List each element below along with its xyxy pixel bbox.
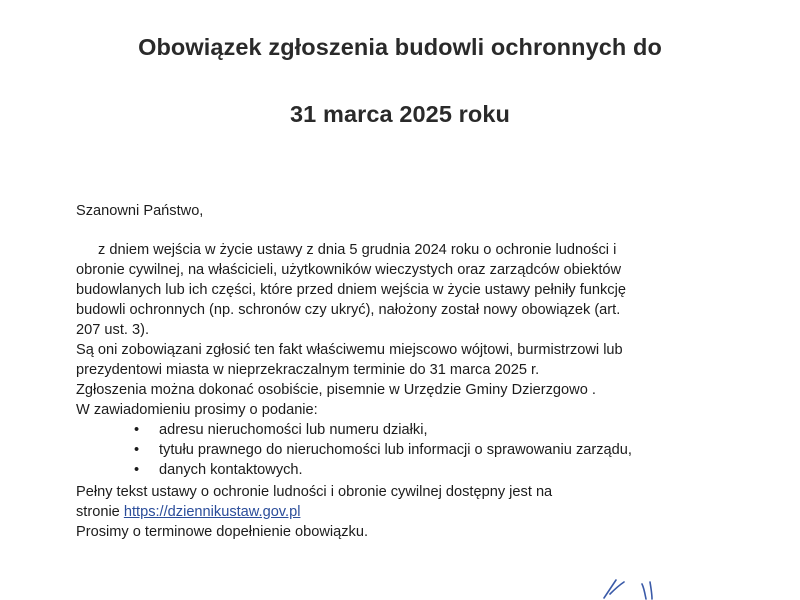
document-title-line-2: 31 marca 2025 roku [290,101,510,127]
list-item [76,440,632,460]
body-paragraph [76,240,626,420]
body-line: Są oni zobowiązani zgłosić ten fakt właściwemu miejscowo wójtowi, burmistrzowi lub [76,342,623,358]
body-line: budowli ochronnych (np. schronów czy ukryć), nałożony został nowy obowiązek (art. [76,302,621,318]
list-item-text: danych kontaktowych. [159,462,303,478]
document-title-line-1: Obowiązek zgłoszenia budowli ochronnych do [138,34,662,60]
closing-request: Prosimy o terminowe dopełnienie obowiązku. [76,524,369,540]
body-line: W zawiadomieniu prosimy o podanie: [76,402,318,418]
list-item-text: tytułu prawnego do nieruchomości lub informacji o sprawowaniu zarządu, [159,442,632,458]
body-line: obronie cywilnej, na właścicieli, użytkowników wieczystych oraz zarządców obiektów [76,262,622,278]
law-link-prefix: stronie [76,504,124,520]
bullet-icon: • [134,422,140,438]
body-line: prezydentowi miasta w nieprzekraczalnym terminie do 31 marca 2025 r. [76,362,540,378]
body-line: Zgłoszenia można dokonać osobiście, pisemnie w Urzędzie Gminy Dzierzgowo . [76,382,596,398]
law-link-line [76,502,552,522]
greeting: Szanowni Państwo, [76,203,204,219]
signature-icon [590,572,680,600]
body-line: z dniem wejścia w życie ustawy z dnia 5 grudnia 2024 roku o ochronie ludności i [98,242,617,258]
list-item-text: adresu nieruchomości lub numeru działki, [159,422,428,438]
body-line: budowlanych lub ich części, które przed dniem wejścia w życie ustawy pełniły funkcję [76,282,626,298]
bullet-icon: • [134,442,140,458]
bullet-icon: • [134,462,140,478]
dziennik-ustaw-link[interactable]: https://dziennikustaw.gov.pl [123,504,301,520]
list-item [76,460,632,480]
law-text-note: Pełny tekst ustawy o ochronie ludności i obronie cywilnej dostępny jest na [76,484,553,500]
list-item [76,420,632,440]
required-info-list [76,420,632,480]
closing-section [76,482,552,542]
body-line: 207 ust. 3). [76,322,150,338]
